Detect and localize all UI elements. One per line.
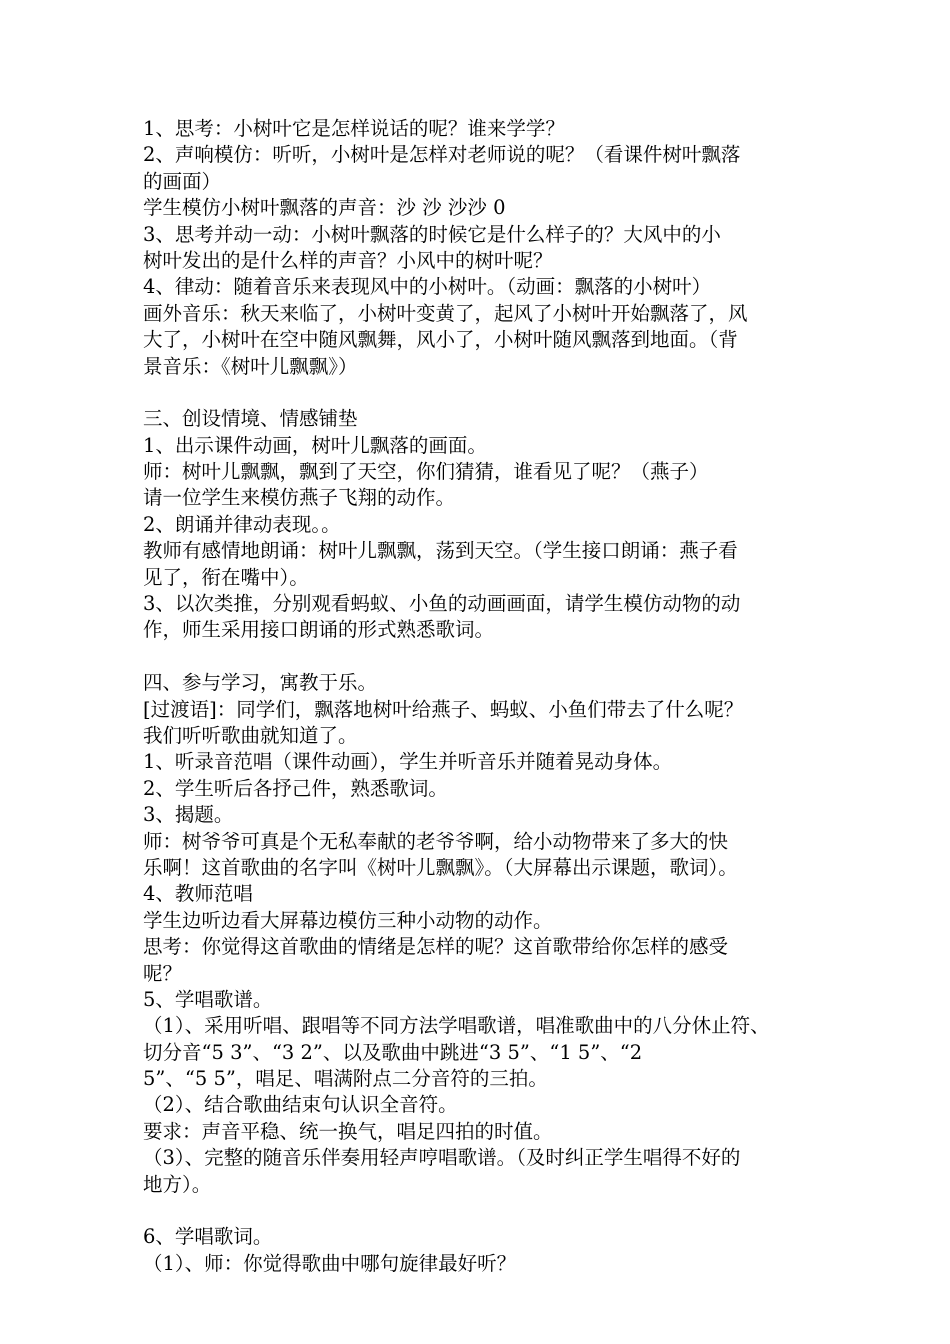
text-line: 三、创设情境、情感铺垫 (143, 407, 358, 431)
text-line: 1、出示课件动画，树叶儿飘落的画面。 (143, 433, 487, 457)
text-line: 大了，小树叶在空中随风飘舞，风小了，小树叶随风飘落到地面。（背 (143, 328, 738, 352)
text-line: （1）、师：你觉得歌曲中哪句旋律最好听？ (143, 1251, 517, 1275)
text-line: 3、思考并动一动：小树叶飘落的时候它是什么样子的？大风中的小 (143, 222, 721, 246)
text-line: 4、教师范唱 (143, 882, 253, 906)
text-line: 3、以次类推，分别观看蚂蚁、小鱼的动画画面，请学生模仿动物的动 (143, 592, 741, 616)
text-line: 的画面） (143, 169, 222, 193)
text-line: 地方）。 (143, 1172, 212, 1196)
text-line: 画外音乐：秋天来临了，小树叶变黄了，起风了小树叶开始飘落了，风 (143, 301, 748, 325)
text-line: 切分音“5 3”、“3 2”、以及歌曲中跳进“3 5”、“1 5”、“2 (143, 1040, 643, 1064)
text-line: 5”、“5 5”，唱足、唱满附点二分音符的三拍。 (143, 1067, 548, 1091)
text-line: 学生模仿小树叶飘落的声音：沙 沙 沙沙 0 (143, 196, 506, 220)
text-line: 2、学生听后各抒己件，熟悉歌词。 (143, 776, 448, 800)
text-line: 树叶发出的是什么样的声音？小风中的树叶呢？ (143, 248, 553, 272)
document-body (143, 116, 823, 1277)
text-line: 思考：你觉得这首歌曲的情绪是怎样的呢？这首歌带给你怎样的感受 (143, 935, 729, 959)
text-line: 1、思考：小树叶它是怎样说话的呢？谁来学学？ (143, 117, 565, 140)
blank-line (143, 1198, 823, 1224)
text-line: 我们听听歌曲就知道了。 (143, 723, 358, 747)
text-line: 见了，衔在嘴中）。 (143, 565, 309, 589)
text-line: 作，师生采用接口朗诵的形式熟悉歌词。 (143, 618, 495, 642)
blank-line (143, 380, 823, 406)
text-line: 2、声响模仿：听听，小树叶是怎样对老师说的呢？（看课件树叶飘落 (143, 143, 741, 167)
text-line: 教师有感情地朗诵：树叶儿飘飘，荡到天空。（学生接口朗诵：燕子看 (143, 539, 738, 563)
text-line: 4、律动：随着音乐来表现风中的小树叶。（动画：飘落的小树叶） (143, 275, 712, 299)
text-line: 1、听录音范唱（课件动画），学生并听音乐并随着晃动身体。 (143, 750, 673, 774)
text-line: 师：树爷爷可真是个无私奉献的老爷爷啊，给小动物带来了多大的快 (143, 829, 729, 853)
text-line: （1）、采用听唱、跟唱等不同方法学唱歌谱，唱准歌曲中的八分休止符、 (143, 1014, 770, 1038)
text-line: 学生边听边看大屏幕边模仿三种小动物的动作。 (143, 908, 553, 932)
text-line: 请一位学生来模仿燕子飞翔的动作。 (143, 486, 456, 510)
text-line: 2、朗诵并律动表现。。 (143, 512, 341, 536)
blank-line (143, 644, 823, 670)
text-line: 四、参与学习，寓教于乐。 (143, 671, 378, 695)
text-line: 呢？ (143, 961, 183, 985)
text-line: [过渡语]：同学们，飘落地树叶给燕子、蚂蚁、小鱼们带去了什么呢？ (143, 697, 744, 721)
text-line: 景音乐：《树叶儿飘飘》） (143, 354, 358, 378)
text-line: 5、学唱歌谱。 (143, 987, 273, 1011)
text-line: （3）、完整的随音乐伴奏用轻声哼唱歌谱。（及时纠正学生唱得不好的 (143, 1146, 741, 1170)
text-line: 要求：声音平稳、统一换气，唱足四拍的时值。 (143, 1119, 553, 1143)
text-line: 乐啊！这首歌曲的名字叫《树叶儿飘飘》。（大屏幕出示课题，歌词）。 (143, 855, 738, 879)
text-line: 3、揭题。 (143, 803, 234, 827)
text-line: （2）、结合歌曲结束句认识全音符。 (143, 1093, 458, 1117)
text-line: 6、学唱歌词。 (143, 1225, 273, 1249)
text-line: 师：树叶儿飘飘，飘到了天空，你们猜猜，谁看见了呢？（燕子） (143, 460, 709, 484)
